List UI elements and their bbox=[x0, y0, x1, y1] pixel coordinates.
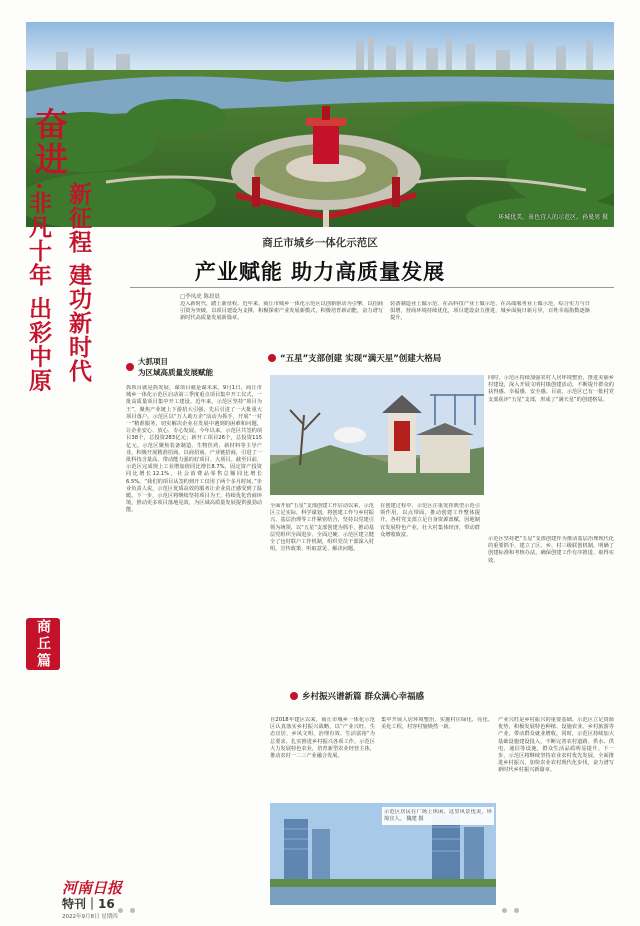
section2-body-1: 全面开展“五星”支部创建工作启动以来，示范区立足实际，科学谋划，将创建工作与乡村振兴、基层治理等工作紧密结合，坚持以党建引领为统领，以“五星”支部创建为抓手，推动基层党组织全面进步、全面过硬。示范区建立健全了包村联户工作机制，组织党员干部深入村组，宣传政策、听取意见、解决问题。 bbox=[270, 503, 374, 553]
vertical-banner bbox=[12, 107, 92, 607]
section2-title: “五星”支部创建 实现“满天星”创建大格局 bbox=[280, 354, 442, 364]
section2-body-4: 示范区坚持把“五星”支部创建作为推动基层治理现代化的重要抓手，建立了区、乡、村三级联创机制，明确了创建标准和考核办法，确保创建工作有序推进、取得实效。 bbox=[488, 536, 614, 564]
region-badge: 商丘篇 bbox=[26, 618, 60, 670]
article-headline: 产业赋能 助力高质量发展 bbox=[194, 259, 446, 284]
banner-fenjin: 奋进 bbox=[30, 107, 69, 177]
section3-body-1: 自2018年建区以来，商丘市城乡一体化示范区认真落实乡村振兴战略，以“产业兴旺、生态宜居、乡风文明、治理有效、生活富裕”为总要求，扎实推进乡村振兴各项工作。示范区大力发展特色农业，培育新型农业经营主体，推动农村一二三产业融合发展。 bbox=[270, 717, 375, 760]
page-indicator-dot bbox=[514, 908, 519, 913]
section1-body: 抓项目就是抓发展，谋项目就是谋未来。9月1日，商丘市城乡一体化示范区启动第三季度重点项目集中开工仪式，一批高质量项目集中开工建设。近年来，示范区坚持“项目为王”，聚焦产业链上下游招大引强，先后引进了一大批重大项目落户。示范区以“万人助万企”活动为抓手，开展“一对一”精准服务，切实解决企业在发展中遇到的困难和问题，让企业安心、放心、专心发展。今年以来，示范区共签约项目38个，总投资283亿元；新开工项目26个，总投资115亿元。示范区聚焦装备制造、生物医药、新材料等主导产业，积极开展精准招商、以商招商、产业链招商，引进了一批科技含量高、带动能力强的好项目、大项目。截至目前，示范区完成规上工业增加值同比增长8.7%，固定资产投资同比增长12.1%，社会消费品零售总额同比增长6.5%。“我们的项目从签约到开工仅用了两个多月时间。”企业负责人说，示范区优质高效的服务让企业真正感受到了温暖。下一步，示范区将继续坚持项目为王，持续优化营商环境，推动更多项目落地见效，为区域高质量发展提供强劲动能。 bbox=[126, 385, 262, 514]
section1-title-2: 为区域高质量发展赋能 bbox=[138, 368, 213, 377]
section3-photo bbox=[270, 803, 496, 905]
page-indicator-dot bbox=[502, 908, 507, 913]
hero-photo-caption: 环城优美，景色宜人的示范区。孙曼男 摄 bbox=[498, 214, 608, 221]
bullet-dot-icon bbox=[268, 354, 276, 362]
section2-body-2: 在创建过程中，示范区注重发挥典型示范引领作用，以点带面，推动创建工作整体提升。各村党支部立足自身资源禀赋，因地制宜发展特色产业，壮大村集体经济，带动群众增收致富。 bbox=[380, 503, 480, 538]
headline-divider bbox=[130, 287, 614, 288]
section3-heading bbox=[290, 690, 424, 702]
section3-photo-caption: 示范区居民在广场上休闲，这里风景优美，环境宜人。 魏建 摄 bbox=[384, 809, 492, 823]
section3-photo-caption-box bbox=[382, 807, 494, 825]
banner-line-b: ·非凡十年 出彩中原 bbox=[25, 182, 52, 393]
section2-heading bbox=[268, 352, 441, 364]
section3-body-3: 产业兴旺是乡村振兴的重要基础。示范区立足资源优势，积极发展特色种植、设施农业、乡村旅游等产业，带动群众就业增收。同时，示范区持续加大基础设施建设投入，不断完善农村道路、供水、供电、通信等设施，群众生活品质明显提升。下一步，示范区将继续坚持农业农村优先发展，全面推进乡村振兴，加快农业农村现代化步伐，奋力谱写新时代乡村振兴新篇章。 bbox=[498, 717, 614, 774]
hero-aerial-photo bbox=[26, 22, 614, 227]
article-kicker: 商丘市城乡一体化示范区 bbox=[262, 237, 378, 249]
page-indicator-dot bbox=[118, 908, 123, 913]
article-byline: □李凤虎 陈晨晨 bbox=[180, 294, 220, 300]
section2-body-3: 同时，示范区持续加强农村人居环境整治，推进美丽乡村建设，深入开展文明村镇创建活动，不断提升群众的获得感、幸福感、安全感。目前，示范区已有一批村党支部获评“五星”支部，形成了“满天星”的创建格局。 bbox=[488, 375, 614, 403]
section2-photo bbox=[270, 375, 484, 495]
newspaper-logo: 河南日报 bbox=[62, 879, 123, 897]
section1-title-1: 大抓项目 bbox=[138, 357, 168, 366]
issue-page-number: 特刊｜16 bbox=[62, 897, 115, 911]
bullet-dot-icon bbox=[290, 692, 298, 700]
section3-title: 乡村振兴谱新篇 群众满心幸福感 bbox=[302, 692, 424, 702]
village-gate-photo bbox=[270, 375, 484, 495]
bullet-dot-icon bbox=[126, 363, 134, 371]
article-intro-1: 迈入新时代，踏上新征程。近年来，商丘市城乡一体化示范区以创新驱动为引擎，以招商引资为突破，以项目建设为支撑，积极探索产业发展新模式，积极培育新动能，奋力谱写新时代高质量发展新篇章。 bbox=[180, 301, 383, 322]
banner-line-a: 新征程 建功新时代 bbox=[65, 182, 92, 384]
page-indicator-dot bbox=[130, 908, 135, 913]
aerial-park-illustration bbox=[26, 22, 614, 227]
article-intro-2: 装备制造业上做示范、在高科技产业上做示范、在高端服务业上做示范，综合实力与日俱增，营商环境持续优化，项目建设奋力推进，城乡面貌日新月异，百姓幸福指数逐渐提升。 bbox=[390, 301, 590, 322]
section3-body-2: 集中开展人居环境整治，实施村庄绿化、亮化、美化工程，村容村貌焕然一新。 bbox=[381, 717, 493, 731]
issue-date: 2022年9月8日 星期四 bbox=[62, 914, 118, 920]
section1-heading bbox=[126, 356, 213, 378]
